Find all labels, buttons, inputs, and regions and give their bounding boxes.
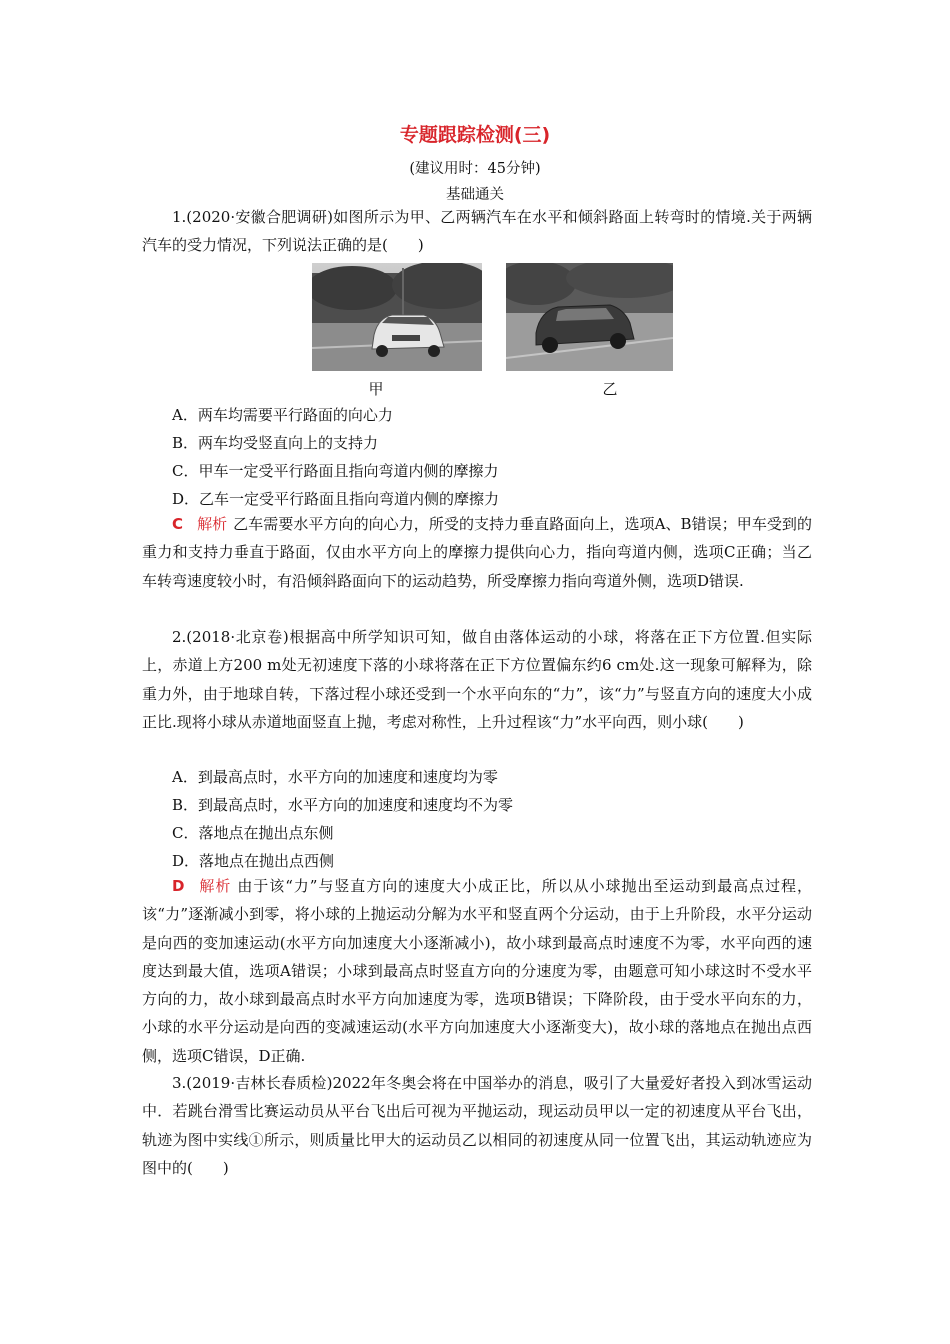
page-title: 专题跟踪检测(三)	[399, 124, 551, 146]
q2-option-a: A．到最高点时，水平方向的加速度和速度均为零	[172, 768, 498, 786]
q2-answer: D	[172, 877, 185, 895]
q1-option-b: B．两车均受竖直向上的支持力	[172, 434, 379, 452]
q2-analysis	[142, 872, 812, 1070]
q1-analysis	[142, 510, 812, 595]
section-heading: 基础通关	[446, 187, 504, 203]
q2-analysis-text: 由于该“力”与竖直方向的速度大小成正比，所以从小球抛出至运动到最高点过程，该“力”逐渐减小到零，将小球的上抛运动分解为水平和竖直两个分运动，由于上升阶段，水平分运动是向西的变加速运动(水平方向加速度大小逐渐减小)，故小球到最高点时速度不为零，水平向西的速度达到最大值，选项A错误；小球到最高点时竖直方向的分速度为零，由题意可知小球这时不受水平方向的力，故小球到最高点时水平方向加速度为零，选项B错误；下降阶段，由于受水平向东的力，小球的水平分运动是向西的变减速运动(水平方向加速度大小逐渐变大)，故小球的落地点在抛出点西侧，选项C错误，D正确.	[142, 877, 812, 1065]
q2-option-b: B．到最高点时，水平方向的加速度和速度均不为零	[172, 796, 514, 814]
caption-left: 甲	[368, 380, 384, 398]
car-photo-right	[506, 263, 673, 371]
car-photo-left	[312, 263, 482, 371]
q2-analysis-label: 解析	[198, 877, 232, 895]
suggested-time: (建议用时：45分钟)	[409, 161, 541, 177]
q1-answer: C	[172, 515, 184, 533]
q2-option-d: D．落地点在抛出点西侧	[172, 852, 335, 870]
q1-option-d: D．乙车一定受平行路面且指向弯道内侧的摩擦力	[172, 490, 500, 508]
q2-stem: 2.(2018·北京卷)根据高中所学知识可知，做自由落体运动的小球，将落在正下方位置.但实际上，赤道上方200 m处无初速度下落的小球将落在正下方位置偏东约6 cm处.这一现象可解释为，除重力外，由于地球自转，下落过程小球还受到一个水平向东的“力”，该“力”与竖直方向的速度大小成正比.现将小球从赤道地面竖直上抛，考虑对称性，上升过程该“力”水平向西，则小球( )	[142, 628, 812, 731]
q1-option-a: A．两车均需要平行路面的向心力	[172, 406, 393, 424]
q1-analysis-text: 乙车需要水平方向的向心力，所受的支持力垂直路面向上，选项A、B错误；甲车受到的重力和支持力垂直于路面，仅由水平方向上的摩擦力提供向心力，指向弯道内侧，选项C正确；当乙车转弯速度较小时，有沿倾斜路面向下的运动趋势，所受摩擦力指向弯道外侧，选项D错误.	[142, 515, 812, 590]
q1-analysis-label: 解析	[197, 515, 228, 533]
q3-stem: 3.(2019·吉林长春质检)2022年冬奥会将在中国举办的消息，吸引了大量爱好者投入到冰雪运动中．若跳台滑雪比赛运动员从平台飞出后可视为平抛运动，现运动员甲以一定的初速度从平台飞出，轨迹为图中实线①所示，则质量比甲大的运动员乙以相同的初速度从同一位置飞出，其运动轨迹应为图中的( )	[142, 1074, 812, 1177]
q1-stem: 1.(2020·安徽合肥调研)如图所示为甲、乙两辆汽车在水平和倾斜路面上转弯时的情境.关于两辆汽车的受力情况，下列说法正确的是( )	[142, 208, 812, 255]
q2-option-c: C．落地点在抛出点东侧	[172, 824, 334, 842]
q1-option-c: C．甲车一定受平行路面且指向弯道内侧的摩擦力	[172, 462, 499, 480]
caption-right: 乙	[602, 380, 618, 398]
